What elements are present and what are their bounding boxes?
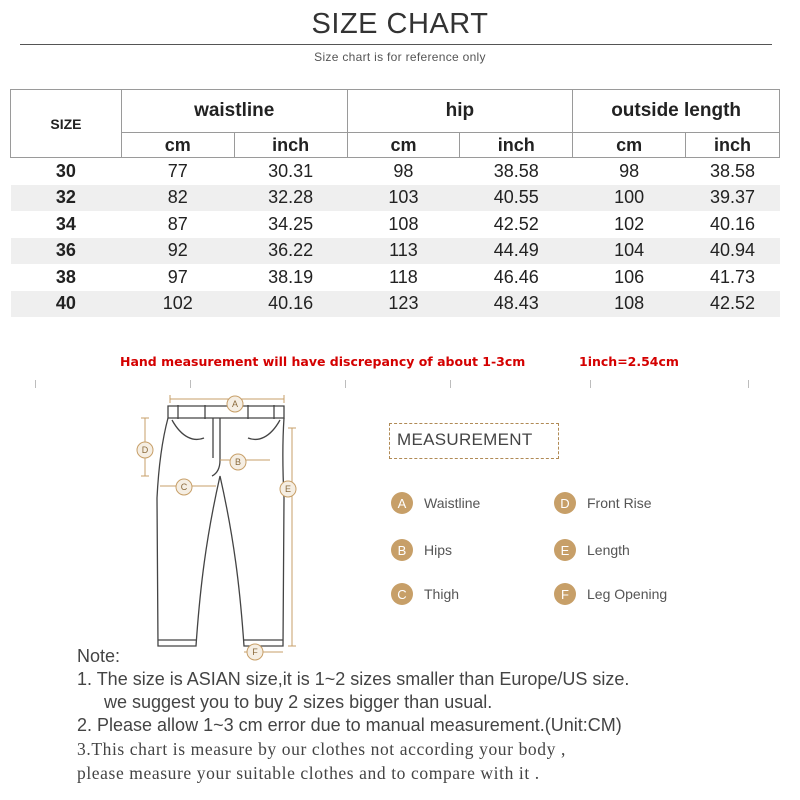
table-cell: 82 bbox=[121, 185, 234, 212]
table-cell: 103 bbox=[347, 185, 460, 212]
size-cell: 36 bbox=[11, 238, 122, 265]
marker-d-label: D bbox=[141, 445, 149, 455]
note-line: please measure your suitable clothes and to compare with it . bbox=[77, 763, 540, 783]
page-title: SIZE CHART bbox=[311, 8, 489, 40]
table-row bbox=[11, 185, 780, 212]
badge-a-icon: A bbox=[391, 492, 413, 514]
table-cell: 104 bbox=[573, 238, 686, 265]
marker-f-label: F bbox=[252, 647, 258, 657]
legend-label: Leg Opening bbox=[587, 586, 668, 602]
page-subtitle: Size chart is for reference only bbox=[314, 50, 486, 64]
discrepancy-warning: Hand measurement will have discrepancy of about 1-3cm bbox=[120, 354, 526, 369]
table-cell: 100 bbox=[573, 185, 686, 212]
legend-item-waistline bbox=[391, 491, 480, 515]
table-cell: 39.37 bbox=[686, 185, 780, 212]
table-cell: 40.55 bbox=[460, 185, 573, 212]
table-cell: 108 bbox=[388, 213, 419, 234]
hip-header: hip bbox=[347, 90, 573, 133]
table-cell: 32.28 bbox=[234, 185, 347, 212]
legend-item-length bbox=[554, 538, 630, 562]
size-cell: 40 bbox=[11, 291, 122, 318]
unit-header: inch bbox=[686, 133, 780, 158]
table-cell: 97 bbox=[167, 266, 188, 287]
table-cell: 36.22 bbox=[234, 238, 347, 265]
table-cell: 30.31 bbox=[268, 160, 314, 181]
badge-c-icon: C bbox=[391, 583, 413, 605]
dotted-divider bbox=[30, 380, 760, 388]
table-row bbox=[11, 238, 780, 265]
table-cell: 44.49 bbox=[460, 238, 573, 265]
size-table bbox=[10, 89, 780, 317]
badge-b-icon: B bbox=[391, 539, 413, 561]
table-cell: 113 bbox=[347, 238, 460, 265]
notes-heading: Note: bbox=[77, 646, 121, 666]
measurement-heading: MEASUREMENT bbox=[397, 430, 533, 449]
size-cell: 30 bbox=[55, 160, 76, 181]
table-cell: 108 bbox=[573, 291, 686, 318]
table-cell: 40.94 bbox=[686, 238, 780, 265]
marker-a-label: A bbox=[231, 399, 239, 409]
legend-label: Waistline bbox=[424, 495, 481, 511]
legend-item-front-rise bbox=[554, 491, 652, 515]
badge-f-icon: F bbox=[554, 583, 576, 605]
marker-e-label: E bbox=[284, 484, 292, 494]
notes-section bbox=[77, 645, 777, 785]
legend-label: Hips bbox=[424, 542, 453, 558]
legend-item-thigh bbox=[391, 582, 459, 606]
badge-d-icon: D bbox=[554, 492, 576, 514]
table-cell: 38.58 bbox=[710, 160, 756, 181]
table-cell: 98 bbox=[619, 160, 640, 181]
size-cell: 38 bbox=[55, 266, 76, 287]
table-row bbox=[11, 291, 780, 318]
table-cell: 38.58 bbox=[493, 160, 539, 181]
table-cell: 42.52 bbox=[493, 213, 539, 234]
table-cell: 77 bbox=[167, 160, 188, 181]
measurement-heading-box bbox=[389, 423, 559, 459]
table-cell: 41.73 bbox=[710, 266, 756, 287]
table-cell: 48.43 bbox=[460, 291, 573, 318]
size-column-header: SIZE bbox=[11, 90, 122, 158]
table-cell: 42.52 bbox=[686, 291, 780, 318]
table-cell: 38.19 bbox=[268, 266, 314, 287]
table-cell: 87 bbox=[167, 213, 188, 234]
table-cell: 34.25 bbox=[268, 213, 314, 234]
table-row bbox=[11, 211, 780, 238]
table-cell: 40.16 bbox=[710, 213, 756, 234]
unit-header: cm bbox=[573, 133, 686, 158]
table-cell: 92 bbox=[121, 238, 234, 265]
legend-label: Length bbox=[587, 542, 630, 558]
unit-header: inch bbox=[234, 133, 347, 158]
table-cell: 102 bbox=[614, 213, 645, 234]
unit-header: cm bbox=[121, 133, 234, 158]
legend-label: Thigh bbox=[424, 586, 460, 602]
title-divider bbox=[20, 44, 772, 45]
marker-c-label: C bbox=[180, 482, 188, 492]
legend-label: Front Rise bbox=[587, 495, 652, 511]
table-row bbox=[11, 158, 780, 185]
note-line: 2. Please allow 1~3 cm error due to manual measurement.(Unit:CM) bbox=[77, 715, 622, 735]
inch-conversion-note: 1inch=2.54cm bbox=[579, 354, 679, 369]
table-row bbox=[11, 264, 780, 291]
pants-diagram bbox=[120, 388, 320, 668]
outside-length-header: outside length bbox=[573, 90, 780, 133]
unit-header: inch bbox=[460, 133, 573, 158]
note-line: we suggest you to buy 2 sizes bigger than usual. bbox=[104, 692, 493, 712]
table-cell: 46.46 bbox=[493, 266, 539, 287]
table-cell: 98 bbox=[393, 160, 414, 181]
table-cell: 118 bbox=[389, 266, 418, 287]
marker-b-label: B bbox=[234, 457, 242, 467]
legend-item-hips bbox=[391, 538, 452, 562]
table-cell: 102 bbox=[121, 291, 234, 318]
note-line: 3.This chart is measure by our clothes not according your body , bbox=[77, 739, 566, 759]
waistline-header: waistline bbox=[121, 90, 347, 133]
badge-e-icon: E bbox=[554, 539, 576, 561]
note-line: 1. The size is ASIAN size,it is 1~2 sizes smaller than Europe/US size. bbox=[77, 669, 630, 689]
unit-header: cm bbox=[347, 133, 460, 158]
table-cell: 106 bbox=[614, 266, 645, 287]
legend-item-leg-opening bbox=[554, 582, 667, 606]
size-cell: 32 bbox=[11, 185, 122, 212]
size-cell: 34 bbox=[55, 213, 76, 234]
table-cell: 40.16 bbox=[234, 291, 347, 318]
table-cell: 123 bbox=[347, 291, 460, 318]
